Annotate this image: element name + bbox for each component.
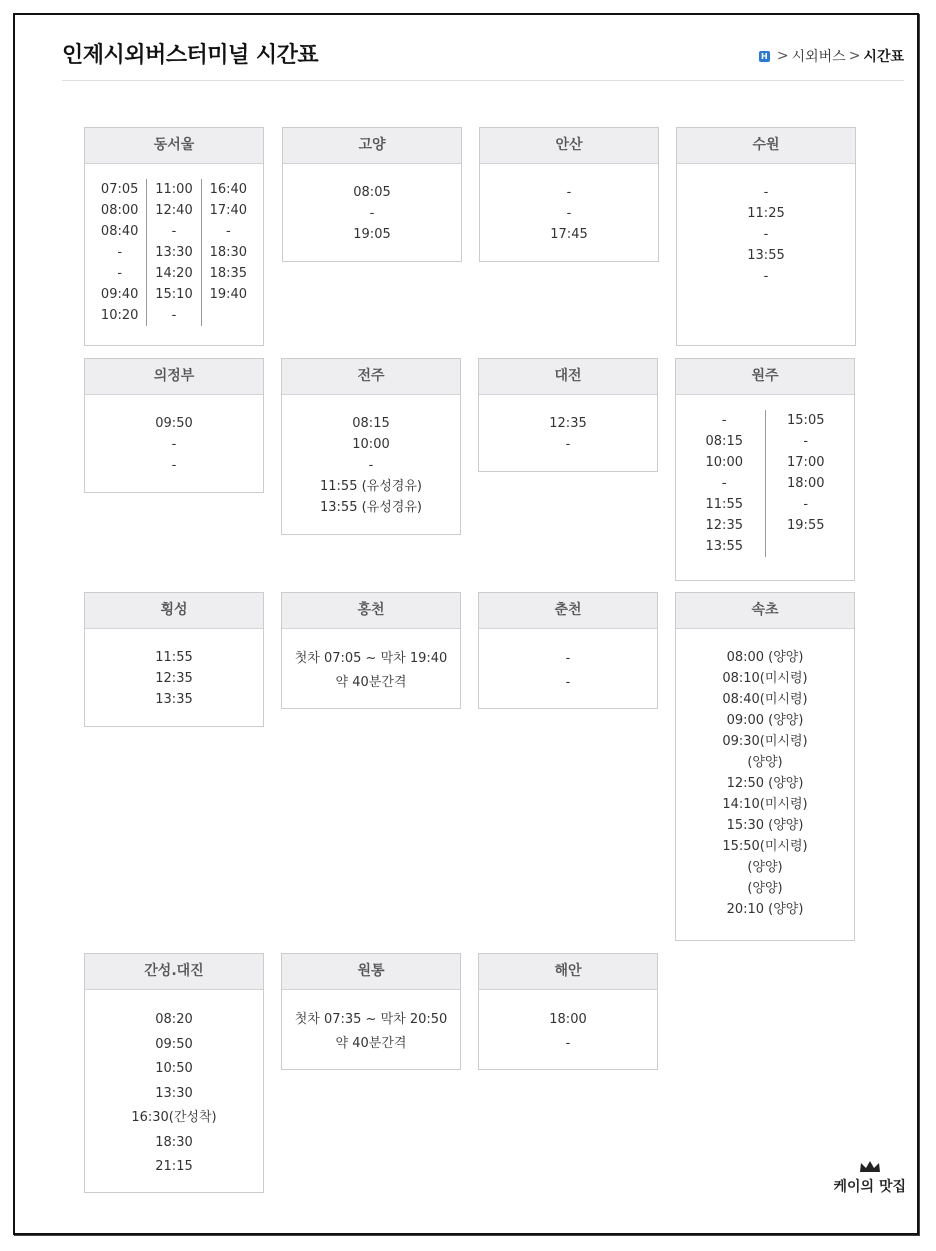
breadcrumb-current: 시간표 [863, 49, 904, 65]
schedule-time: (양양) [747, 860, 783, 875]
crown-icon [859, 1160, 881, 1174]
schedule-time: - [171, 308, 177, 323]
route-name: 해안 [479, 954, 657, 990]
route-name: 대전 [479, 359, 657, 395]
schedule-time: - [721, 413, 727, 428]
schedule-time: (양양) [747, 881, 783, 896]
schedule-time: 17:45 [550, 227, 588, 242]
route-name: 간성.대진 [85, 954, 263, 990]
schedule-time: 18:00 [787, 476, 825, 491]
schedule-times [283, 164, 461, 255]
schedule-time: 09:00 (양양) [726, 713, 804, 728]
route-card-jeonju [281, 358, 461, 535]
route-name: 속초 [676, 593, 854, 629]
schedule-time: 19:40 [209, 287, 248, 302]
schedule-time: 12:40 [155, 203, 193, 218]
schedule-time: - [369, 206, 375, 221]
route-name: 춘천 [479, 593, 657, 629]
breadcrumb [759, 46, 904, 66]
schedule-time: 08:05 [353, 185, 391, 200]
route-name: 원주 [676, 359, 854, 395]
route-card-haean [478, 953, 658, 1070]
route-card-hoengseong [84, 592, 264, 727]
schedule-times [282, 990, 460, 1066]
schedule-time: - [117, 266, 123, 281]
schedule-time: 11:00 [155, 182, 193, 197]
schedule-time: - [565, 437, 571, 452]
schedule-time: - [763, 185, 769, 200]
schedule-time: 약 40분간격 [335, 675, 407, 690]
time-column [684, 410, 765, 557]
schedule-time: 21:15 [155, 1159, 193, 1174]
schedule-times [282, 629, 460, 705]
schedule-time: 약 40분간격 [335, 1036, 407, 1051]
schedule-time: 13:55 [747, 248, 785, 263]
schedule-time: - [368, 458, 374, 473]
schedule-time: 10:00 [352, 437, 390, 452]
schedule-time: 07:05 [100, 182, 139, 197]
route-card-daejeon [478, 358, 658, 472]
route-name: 동서울 [85, 128, 263, 164]
route-card-ansan [479, 127, 659, 262]
route-card-wontong [281, 953, 461, 1070]
schedule-times [85, 629, 263, 720]
route-card-ganseong-daejin [84, 953, 264, 1193]
route-name: 홍천 [282, 593, 460, 629]
schedule-time: 12:35 [155, 671, 193, 686]
schedule-time: 14:10(미시령) [722, 797, 808, 812]
schedule-time: 15:05 [787, 413, 825, 428]
schedule-time: - [566, 206, 572, 221]
schedule-time: 08:10(미시령) [722, 671, 808, 686]
schedule-time: 17:40 [209, 203, 248, 218]
route-card-goyang [282, 127, 462, 262]
route-name: 횡성 [85, 593, 263, 629]
schedule-time: 11:55 [705, 497, 743, 512]
schedule-time: 12:35 [705, 518, 743, 533]
route-card-wonju [675, 358, 855, 581]
schedule-times [85, 990, 263, 1190]
page-title: 인제시외버스터미널 시간표 [62, 43, 319, 68]
schedule-time: 18:30 [155, 1134, 193, 1150]
schedule-time: 19:55 [787, 518, 825, 533]
schedule-time: - [565, 675, 571, 690]
breadcrumb-separator: > [848, 48, 861, 64]
schedule-time: 10:20 [100, 308, 139, 323]
schedule-times [85, 395, 263, 486]
schedule-times [480, 164, 658, 255]
schedule-time: 09:40 [100, 287, 139, 302]
schedule-time: 13:30 [155, 1085, 193, 1101]
schedule-time: - [763, 227, 769, 242]
route-card-uijeongbu [84, 358, 264, 493]
schedule-time: 11:55 (유성경유) [320, 479, 422, 494]
schedule-time: - [171, 437, 177, 452]
schedule-time: - [566, 185, 572, 200]
route-name: 의정부 [85, 359, 263, 395]
schedule-time: 09:30(미시령) [722, 734, 808, 749]
schedule-time: 09:50 [155, 1036, 193, 1052]
schedule-times [676, 395, 854, 567]
schedule-time: 19:05 [353, 227, 391, 242]
schedule-time: - [565, 651, 571, 666]
schedule-time: (양양) [747, 755, 783, 770]
schedule-time: 첫차 07:05 ~ 막차 19:40 [294, 651, 448, 666]
schedule-time: 15:50(미시령) [722, 839, 808, 854]
schedule-time: 15:30 (양양) [726, 818, 804, 833]
route-card-hongcheon [281, 592, 461, 709]
schedule-times [282, 395, 460, 528]
schedule-times [677, 164, 855, 297]
schedule-time: - [803, 497, 809, 512]
breadcrumb-separator: > [776, 48, 789, 64]
time-column [765, 410, 847, 557]
schedule-time: - [171, 224, 177, 239]
schedule-times [676, 629, 854, 930]
schedule-time: - [721, 476, 727, 491]
route-card-chuncheon [478, 592, 658, 709]
schedule-time: 08:00 [100, 203, 139, 218]
blog-brand[interactable] [834, 1160, 907, 1196]
schedule-time: - [803, 434, 809, 449]
schedule-time: 08:20 [155, 1012, 193, 1027]
schedule-time: 08:40(미시령) [722, 692, 808, 707]
schedule-time: 20:10 (양양) [726, 902, 804, 917]
schedule-time: 11:25 [747, 206, 785, 221]
schedule-time: 10:50 [155, 1061, 193, 1076]
schedule-time: 13:30 [155, 245, 193, 260]
schedule-time: - [763, 269, 769, 284]
schedule-time: 11:55 [155, 650, 193, 665]
route-card-suwon [676, 127, 856, 346]
schedule-time: 08:00 (양양) [726, 650, 804, 665]
time-column [201, 179, 255, 326]
schedule-time: 15:10 [155, 287, 193, 302]
schedule-times [479, 629, 657, 705]
schedule-time: - [117, 245, 123, 260]
schedule-time: 13:55 (유성경유) [320, 500, 422, 515]
home-icon[interactable]: H [759, 51, 770, 62]
breadcrumb-link-section[interactable]: 시외버스 [791, 49, 846, 65]
schedule-times [479, 990, 657, 1066]
schedule-time: - [171, 458, 177, 473]
schedule-time: 14:20 [155, 266, 193, 281]
time-column [146, 179, 200, 326]
schedule-time: 13:35 [155, 692, 193, 707]
title-divider [62, 80, 904, 81]
schedule-time: 09:50 [155, 416, 193, 431]
schedule-time: 16:40 [209, 182, 248, 197]
schedule-time: 18:30 [209, 245, 248, 260]
brand-label: 케이의 맛집 [833, 1179, 906, 1195]
schedule-times [85, 164, 263, 336]
route-name: 원통 [282, 954, 460, 990]
schedule-time: 10:00 [705, 455, 743, 470]
time-column [93, 179, 146, 326]
route-name: 고양 [283, 128, 461, 164]
route-name: 수원 [677, 128, 855, 164]
schedule-time: 첫차 07:35 ~ 막차 20:50 [294, 1012, 448, 1027]
schedule-time: 13:55 [705, 539, 743, 554]
route-card-dongseoul [84, 127, 264, 346]
schedule-time: - [565, 1036, 571, 1051]
schedule-time: 18:00 [549, 1012, 587, 1027]
route-name: 안산 [480, 128, 658, 164]
schedule-time: 12:50 (양양) [726, 776, 804, 791]
schedule-time: 12:35 [549, 416, 587, 431]
schedule-time: 17:00 [787, 455, 825, 470]
schedule-time: - [225, 224, 231, 239]
schedule-time: 08:15 [705, 434, 743, 449]
schedule-time: 16:30(간성착) [131, 1110, 217, 1125]
route-card-sokcho [675, 592, 855, 941]
schedule-time: 18:35 [209, 266, 248, 281]
schedule-time: 08:15 [352, 416, 390, 431]
schedule-time: 08:40 [100, 224, 139, 239]
route-name: 전주 [282, 359, 460, 395]
schedule-times [479, 395, 657, 465]
